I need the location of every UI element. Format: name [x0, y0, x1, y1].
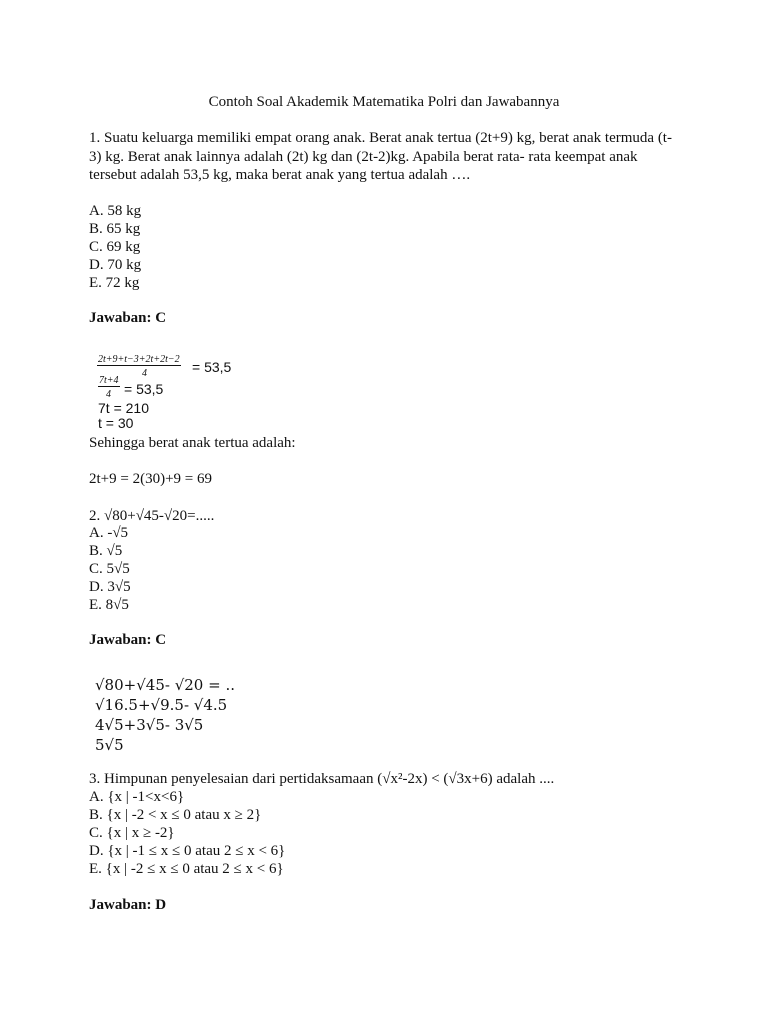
- q3-option-d: D. {x | -1 ≤ x ≤ 0 atau 2 ≤ x < 6}: [89, 843, 286, 859]
- q1-conclusion: Sehingga berat anak tertua adalah:: [89, 435, 296, 451]
- q2-answer: Jawaban: C: [89, 632, 167, 648]
- q2-option-d: D. 3√5: [89, 579, 131, 595]
- q1-fraction-2-numerator: 7t+4: [99, 375, 119, 386]
- q1-text-line-1: 1. Suatu keluarga memiliki empat orang anak. Berat anak tertua (2t+9) kg, berat anak termuda (t-: [89, 130, 672, 146]
- q2-step-1: √80+√45- √20 = ..: [95, 676, 235, 694]
- q3-answer: Jawaban: D: [89, 897, 167, 913]
- q3-option-c: C. {x | x ≥ -2}: [89, 825, 175, 841]
- q2-option-e: E. 8√5: [89, 597, 129, 613]
- document-title: Contoh Soal Akademik Matematika Polri dan Jawabannya: [208, 94, 560, 110]
- q3-option-a: A. {x | -1<x<6}: [89, 789, 185, 805]
- q1-step-4: t = 30: [98, 415, 134, 431]
- q2-step-3: 4√5+3√5- 3√5: [95, 716, 204, 734]
- q1-text-line-2: 3) kg. Berat anak lainnya adalah (2t) kg dan (2t-2)kg. Apabila berat rata- rata keempat anak: [89, 149, 638, 165]
- q2-step-4: 5√5: [95, 736, 124, 754]
- q1-fraction-1-denominator: 4: [142, 368, 147, 379]
- q2-option-a: A. -√5: [89, 525, 129, 541]
- q2-option-b: B. √5: [89, 543, 123, 559]
- q1-fraction-1-rhs: = 53,5: [192, 359, 232, 375]
- q1-fraction-2-rhs: = 53,5: [124, 381, 164, 397]
- q2-step-2: √16.5+√9.5- √4.5: [95, 696, 228, 714]
- q1-fraction-2-denominator: 4: [106, 389, 111, 400]
- q1-result: 2t+9 = 2(30)+9 = 69: [89, 471, 212, 487]
- q1-option-c: C. 69 kg: [89, 239, 141, 255]
- q1-option-a: A. 58 kg: [89, 203, 142, 219]
- q1-option-b: B. 65 kg: [89, 221, 141, 237]
- q1-option-e: E. 72 kg: [89, 275, 140, 291]
- q1-answer: Jawaban: C: [89, 310, 167, 326]
- q3-option-b: B. {x | -2 < x ≤ 0 atau x ≥ 2}: [89, 807, 262, 823]
- q1-fraction-1-numerator: 2t+9+t−3+2t+2t−2: [98, 354, 180, 365]
- q2-option-c: C. 5√5: [89, 561, 130, 577]
- q1-option-d: D. 70 kg: [89, 257, 142, 273]
- q3-option-e: E. {x | -2 ≤ x ≤ 0 atau 2 ≤ x < 6}: [89, 861, 284, 877]
- q1-text-line-3: tersebut adalah 53,5 kg, maka berat anak yang tertua adalah ….: [89, 167, 471, 183]
- q2-question: 2. √80+√45-√20=.....: [89, 508, 215, 524]
- q3-question: 3. Himpunan penyelesaian dari pertidaksamaan (√x²-2x) < (√3x+6) adalah ....: [89, 771, 555, 787]
- q1-step-3: 7t = 210: [98, 400, 149, 416]
